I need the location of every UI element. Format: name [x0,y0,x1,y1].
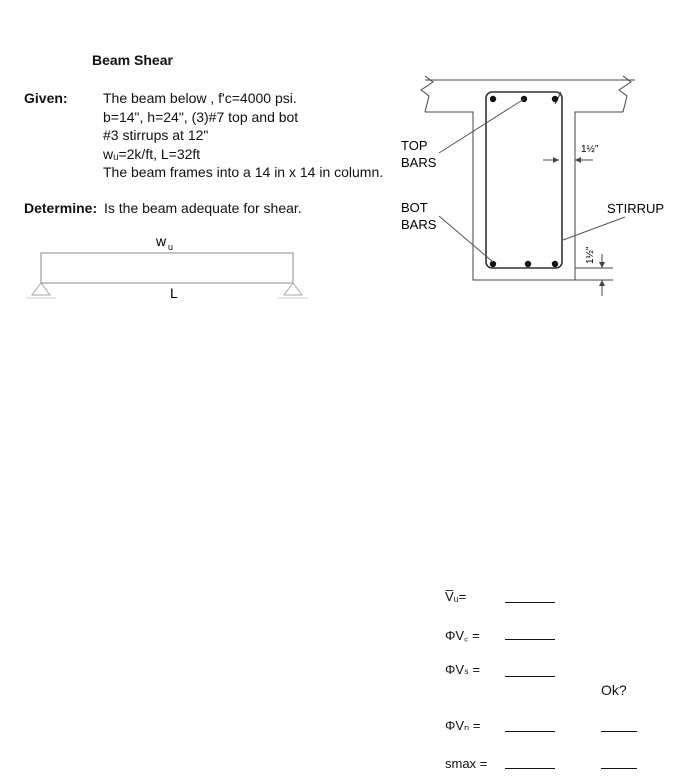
determine-label: Determine: [24,200,98,216]
given-line: wᵤ=2k/ft, L=32ft [103,145,201,162]
smax-blank[interactable] [505,768,555,769]
phi-vn-label: ΦVₙ = [445,718,481,733]
bot-bars-label: BARS [401,217,437,232]
span-label: L [170,285,178,301]
phi-vn-blank[interactable] [505,731,555,732]
phi-vs-blank[interactable] [505,676,555,677]
bottom-bar [552,261,558,267]
smax-label: smax = [445,756,488,771]
phi-vs-label: ΦVₛ = [445,662,481,677]
pin-support-left [32,283,50,295]
bot-bars-leader [439,216,493,262]
load-label: w [156,233,167,249]
bot-bars-label: BOT [401,200,428,215]
phi-vc-label: ΦV꜀ = [445,628,480,643]
ok-label: Ok? [601,682,627,698]
phi-vc-blank[interactable] [505,639,555,640]
top-bar [552,96,558,102]
given-line: #3 stirrups at 12" [103,127,209,143]
cover-bottom-text: 1½" [585,246,596,264]
dim-arrow [575,157,581,163]
pin-support-right [284,283,302,295]
top-bars-label: TOP [401,138,428,153]
page-title: Beam Shear [92,52,173,68]
top-bars-leader [439,99,524,153]
bottom-bar [525,261,531,267]
top-bars-label: BARS [401,155,437,170]
stirrup-outline [486,92,562,268]
slab-break-left [421,76,433,112]
top-bar [490,96,496,102]
stirrup-label: STIRRUP [607,201,665,216]
beam-outline [41,253,293,283]
given-text [103,89,383,182]
load-subscript: u [168,242,174,252]
beam-elevation-diagram [22,228,322,318]
given-line: The beam below , f'c=4000 psi. [103,90,297,106]
given-line: b=14", h=24", (3)#7 top and bot [103,108,299,125]
dim-arrow [553,157,559,163]
vu-label: V̅ᵤ= [445,589,467,604]
smax-ok-blank[interactable] [601,768,637,769]
beam-cross-section-diagram [395,68,685,308]
stirrup-leader [563,217,625,240]
phi-vn-ok-blank[interactable] [601,731,637,732]
dim-arrow [599,262,605,268]
dim-arrow [599,280,605,286]
vu-blank[interactable] [505,602,555,603]
determine-text: Is the beam adequate for shear. [104,200,302,216]
slab-break-right [619,76,631,112]
given-line: The beam frames into a 14 in x 14 in column. [103,164,384,180]
cover-side-text: 1½" [581,144,599,155]
given-label: Given: [24,90,68,106]
